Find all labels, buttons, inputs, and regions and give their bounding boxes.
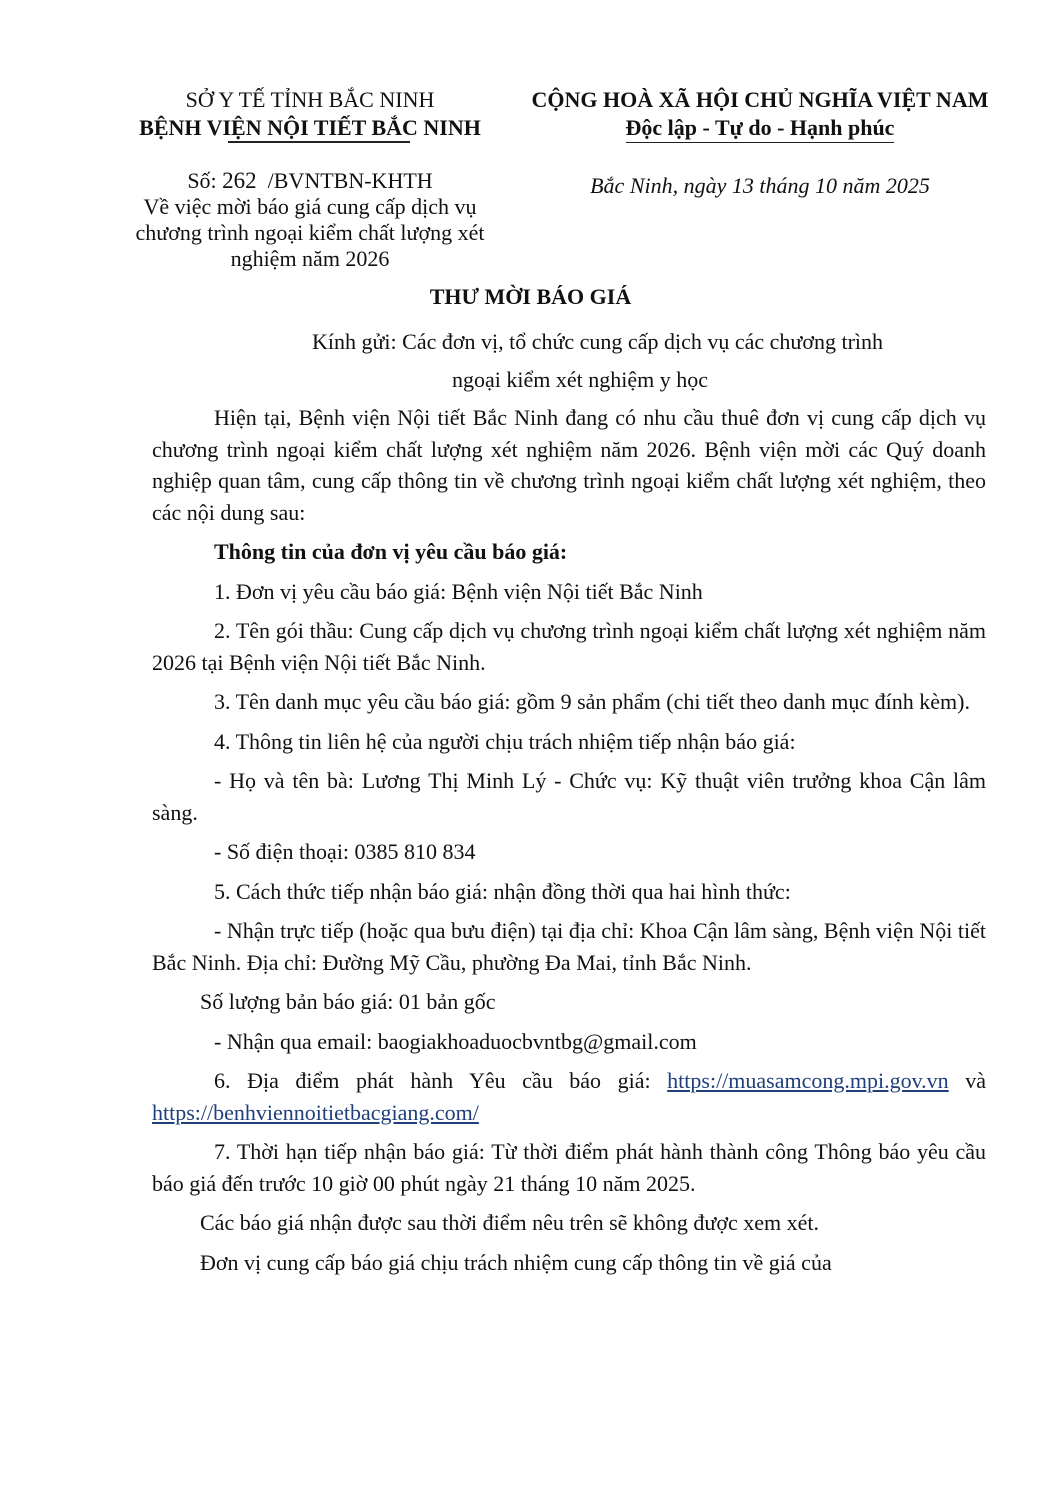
section-heading: Thông tin của đơn vị yêu cầu báo giá: <box>214 539 568 564</box>
item-4-phone: - Số điện thoại: 0385 810 834 <box>214 839 476 864</box>
hospital-name <box>100 114 520 142</box>
agency-name: SỞ Y TẾ TỈNH BẮC NINH <box>185 87 435 112</box>
item-4: 4. Thông tin liên hệ của người chịu trách nhiệm tiếp nhận báo giá: <box>214 728 796 754</box>
issuer-block <box>100 86 520 272</box>
doc-no-suffix: /BVNTBN-KHTH <box>267 168 433 193</box>
subject-line-2: chương trình ngoại kiểm chất lượng xét <box>135 220 485 245</box>
muasamcong-link[interactable]: https://muasamcong.mpi.gov.vn <box>667 1068 949 1093</box>
nation-block <box>500 86 1020 199</box>
item-5-direct: - Nhận trực tiếp (hoặc qua bưu điện) tại địa chỉ: Khoa Cận lâm sàng, Bệnh viện Nội tiết Bắc Ninh. Địa chỉ: Đường Mỹ Cầu, phường Đa Mai, tỉnh Bắc Ninh. <box>152 918 986 975</box>
item-6-prefix: 6. Địa điểm phát hành Yêu cầu báo giá: <box>214 1068 651 1093</box>
item-2: 2. Tên gói thầu: Cung cấp dịch vụ chương trình ngoại kiểm chất lượng xét nghiệm năm 2026 tại Bệnh viện Nội tiết Bắc Ninh. <box>152 618 986 675</box>
closing-paragraph: Đơn vị cung cấp báo giá chịu trách nhiệm cung cấp thông tin về giá của <box>200 1249 832 1275</box>
recipient-line-1: Kính gửi: Các đơn vị, tổ chức cung cấp dịch vụ các chương trình <box>312 329 884 354</box>
document-number <box>100 168 520 194</box>
document-title: THƯ MỜI BÁO GIÁ <box>429 284 632 309</box>
hospital-website-link[interactable]: https://benhviennoitietbacgiang.com/ <box>152 1099 479 1125</box>
item-5-copies: Số lượng bản báo giá: 01 bản gốc <box>200 989 496 1014</box>
national-motto: Độc lập - Tự do - Hạnh phúc <box>626 114 895 143</box>
item-4-contact-name: - Họ và tên bà: Lương Thị Minh Lý - Chức vụ: Kỹ thuật viên trưởng khoa Cận lâm sàng. <box>152 768 986 825</box>
item-1: 1. Đơn vị yêu cầu báo giá: Bệnh viện Nội tiết Bắc Ninh <box>214 578 703 604</box>
letter-body <box>152 402 986 1286</box>
item-5-email: - Nhận qua email: baogiakhoaduocbvntbg@gmail.com <box>214 1028 697 1054</box>
hospital-underline <box>228 141 410 143</box>
hospital-name-text: BỆNH VIỆN NỘI TIẾT BẮC NINH <box>139 115 481 140</box>
item-7: 7. Thời hạn tiếp nhận báo giá: Từ thời điểm phát hành thành công Thông báo yêu cầu báo giá đến trước 10 giờ 00 phút ngày 21 tháng 10 năm 2025. <box>152 1139 986 1196</box>
intro-paragraph: Hiện tại, Bệnh viện Nội tiết Bắc Ninh đang có nhu cầu thuê đơn vị cung cấp dịch vụ chương trình ngoại kiểm chất lượng xét nghiệm năm 2026. Bệnh viện mời các Quý doanh nghiệp quan tâm, cung cấp thông tin về chương trình ngoại kiểm chất lượng xét nghiệm, theo các nội dung sau: <box>152 405 986 525</box>
doc-no-number: 262 <box>222 168 257 193</box>
item-6-and: và <box>965 1068 987 1093</box>
item-5: 5. Cách thức tiếp nhận báo giá: nhận đồng thời qua hai hình thức: <box>214 878 791 904</box>
place-date: Bắc Ninh, ngày 13 tháng 10 năm 2025 <box>590 173 930 198</box>
recipient-line-2: ngoại kiểm xét nghiệm y học <box>452 367 708 392</box>
doc-no-prefix: Số: <box>187 168 217 193</box>
late-note: Các báo giá nhận được sau thời điểm nêu trên sẽ không được xem xét. <box>200 1210 819 1235</box>
motto-row <box>500 114 1020 143</box>
item-6 <box>152 1065 986 1128</box>
item-3: 3. Tên danh mục yêu cầu báo giá: gồm 9 sản phẩm (chi tiết theo danh mục đính kèm). <box>214 689 970 714</box>
subject-line-3: nghiệm năm 2026 <box>230 246 390 271</box>
subject-line-1: Về việc mời báo giá cung cấp dịch vụ <box>143 194 477 219</box>
recipient-block <box>312 323 883 399</box>
nation-name: CỘNG HOÀ XÃ HỘI CHỦ NGHĨA VIỆT NAM <box>531 87 989 112</box>
